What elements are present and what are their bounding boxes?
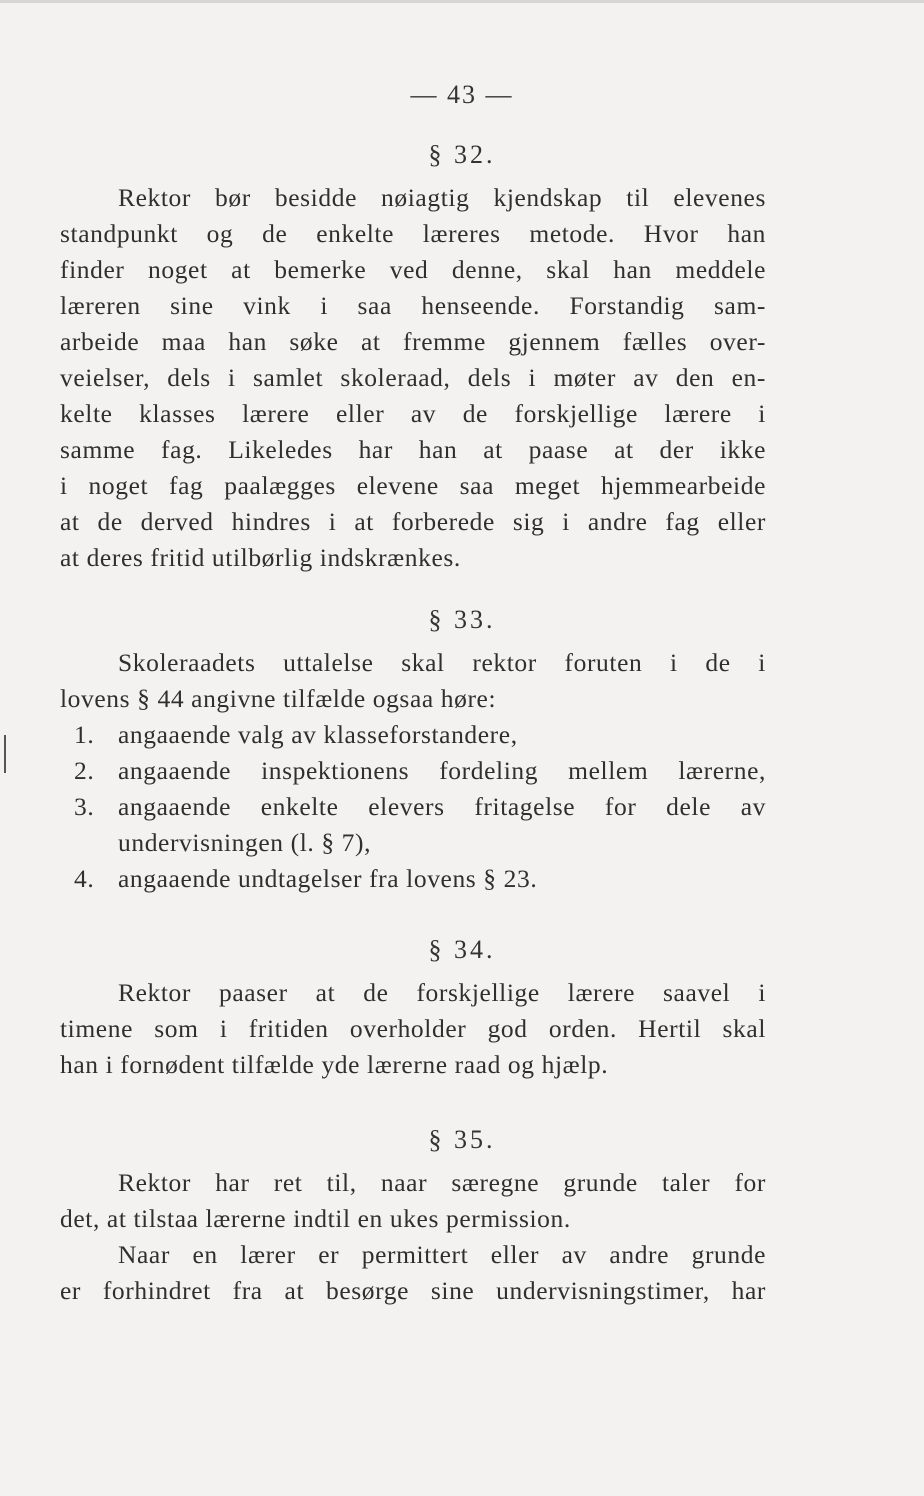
list-item: [60, 825, 766, 861]
paragraph-line: lovens § 44 angivne tilfælde ogsaa høre:: [60, 684, 497, 713]
section-heading-34: § 34.: [428, 935, 496, 964]
paragraph-line: han i fornødent tilfælde yde lærerne raad og hjælp.: [60, 1050, 609, 1079]
paragraph-line: standpunkt og de enkelte læreres metode. Hvor han: [60, 219, 766, 248]
section-heading-32: § 32.: [428, 140, 496, 169]
list-item-number: 3.: [74, 792, 95, 821]
list-item-text: undervisningen (l. § 7),: [118, 828, 372, 857]
list-item-text: angaaende valg av klasseforstandere,: [118, 720, 518, 749]
list-item-number: 2.: [74, 756, 95, 785]
page-top-edge: [0, 0, 924, 3]
section-heading-35: § 35.: [428, 1125, 496, 1154]
list-item-text: angaaende inspektionens fordeling mellem lærerne,: [118, 756, 766, 785]
paragraph-line: at deres fritid utilbørlig indskrænkes.: [60, 543, 461, 572]
list-item: [60, 753, 766, 789]
paragraph-line: Rektor har ret til, naar særegne grunde taler for: [118, 1168, 766, 1197]
list-item-number: 1.: [74, 720, 95, 749]
list-item-number: 4.: [74, 864, 95, 893]
list-item-text: angaaende undtagelser fra lovens § 23.: [118, 864, 538, 893]
page-number: — 43 —: [410, 80, 514, 109]
list-item: [60, 861, 766, 897]
paragraph-line: veielser, dels i samlet skoleraad, dels i møter av den en-: [60, 363, 766, 392]
paragraph-line: Rektor paaser at de forskjellige lærere saavel i: [118, 978, 766, 1007]
list-item: [60, 789, 766, 825]
paragraph-line: samme fag. Likeledes har han at paase at der ikke: [60, 435, 766, 464]
list-item-text: angaaende enkelte elevers fritagelse for dele av: [118, 792, 766, 821]
paragraph-line: timene som i fritiden overholder god orden. Hertil skal: [60, 1014, 766, 1043]
paragraph-line: læreren sine vink i saa henseende. Forstandig sam-: [60, 291, 766, 320]
paragraph-line: arbeide maa han søke at fremme gjennem fælles over-: [60, 327, 766, 356]
paragraph-line: det, at tilstaa lærerne indtil en ukes permission.: [60, 1204, 571, 1233]
paragraph-line: finder noget at bemerke ved denne, skal han meddele: [60, 255, 766, 284]
paragraph-line: kelte klasses lærere eller av de forskjellige lærere i: [60, 399, 766, 428]
paragraph-line: Naar en lærer er permittert eller av andre grunde: [118, 1240, 766, 1269]
section-heading-33: § 33.: [428, 605, 496, 634]
margin-mark: [4, 735, 6, 773]
paragraph-line: i noget fag paalægges elevene saa meget hjemmearbeide: [60, 471, 766, 500]
paragraph-line: Skoleraadets uttalelse skal rektor foruten i de i: [118, 648, 766, 677]
paragraph-line: Rektor bør besidde nøiagtig kjendskap til elevenes: [118, 183, 766, 212]
paragraph-line: er forhindret fra at besørge sine undervisningstimer, har: [60, 1276, 766, 1305]
paragraph-line: at de derved hindres i at forberede sig i andre fag eller: [60, 507, 766, 536]
list-item: [60, 717, 766, 753]
